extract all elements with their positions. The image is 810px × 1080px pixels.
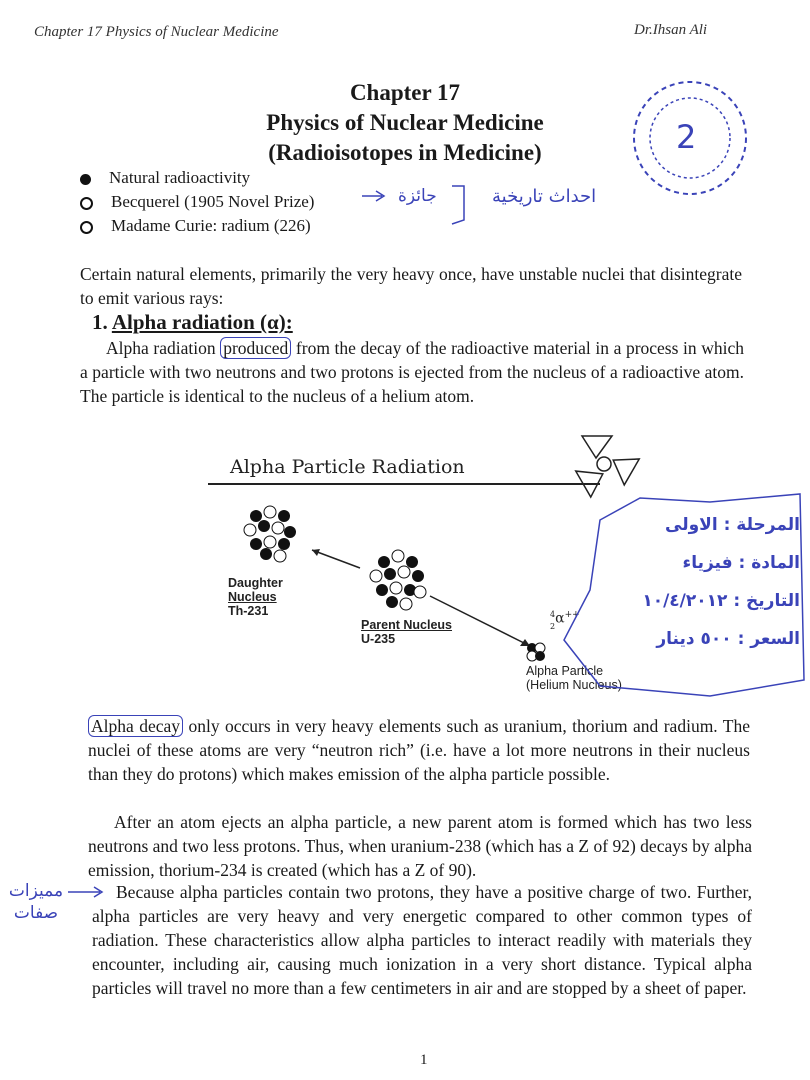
list-item: Becquerel (1905 Novel Prize) [80,190,314,214]
parent-label: Parent Nucleus U-235 [361,618,453,646]
daughter-nucleus [242,502,298,562]
alpha-properties-paragraph: Because alpha particles contain two protons, they have a positive charge of two. Further, alpha particles are very heavy and very energetic compared to other common types of radiation. These characteristics allow alpha particles to interact readily with materials they encounter, including air, causing much ionization in a very short distance. Typical alpha particles will travel no more than a few centimeters in air and are stopped by a sheet of paper. [92,882,752,998]
handwritten-history-note: احداث تاريخية [492,186,597,207]
bullet-circle-icon [80,221,93,234]
circled-word: produced [220,337,291,359]
diagram-title: Alpha Particle Radiation [230,456,465,478]
list-item: Natural radioactivity [80,166,250,190]
boxed-term: Alpha decay [88,715,183,737]
radiation-hazard-icon [576,436,639,497]
alpha-decay-paragraph: Alpha decay only occurs in very heavy elements such as uranium, thorium and radium. The nuclei of these atoms are very “neutron rich” (i.e. have a lot more neutrons in their nucleus than they do protons) which makes emission of the alpha particle possible. [88,716,751,784]
alpha-particle-label: Alpha Particle (Helium Nucleus) [526,664,622,692]
alpha-particle [527,643,545,661]
bullet-circle-icon [80,197,93,210]
info-stamp: المرحلة : الاولى المادة : فيزياء التاريخ : ١٠/٤/٢٠١٢ السعر : ٥٠٠ دينار [642,515,800,649]
list-item: Madame Curie: radium (226) [80,214,311,238]
chapter-subtitle: Physics of Nuclear Medicine [266,110,544,135]
stamp-number: 2 [676,118,697,156]
alpha-paragraph: Alpha radiation produced from the decay of the radioactive material in a process in which a particle with two neutrons and two protons is ejected from the nucleus of a radioactive atom. The particle is identical to the nucleus of a helium atom. [80,338,745,406]
running-header-right: Dr.Ihsan Ali [634,22,708,38]
chapter-title: Chapter 17 [349,80,461,105]
decay-result-paragraph: After an atom ejects an alpha particle, a new parent atom is formed which has two less neutrons and two less protons. Thus, when uranium-238 (which has a Z of 92) decays by alpha emission, thorium-234 is created (which has a Z of 90). [88,812,752,880]
chapter-subtitle-2: (Radioisotopes in Medicine) [268,140,542,165]
parent-nucleus [370,550,426,610]
running-header-left: Chapter 17 Physics of Nuclear Medicine [34,24,279,40]
handwritten-prize-note: جائزة [398,186,437,206]
bullet-dot-icon [80,174,91,185]
section-heading: 1. Alpha radiation (α): [92,310,293,334]
alpha-symbol: $^4$α++ 2 [550,610,580,631]
page-number: 1 [420,1052,428,1068]
daughter-label: Daughter Nucleus Th-231 [228,576,283,618]
intro-paragraph: Certain natural elements, primarily the very heavy once, have unstable nuclei that disintegrate to emit various rays: [80,264,742,308]
handwritten-margin-note: مميزات صفات [8,881,64,923]
